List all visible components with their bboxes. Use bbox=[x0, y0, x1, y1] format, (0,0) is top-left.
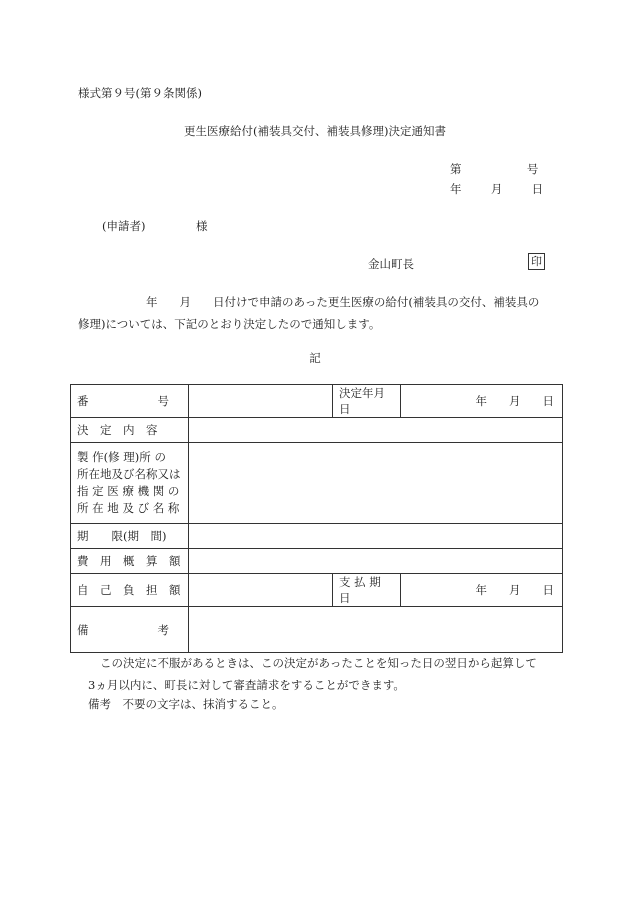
document-date bbox=[450, 181, 543, 197]
number-prefix: 第 bbox=[450, 162, 462, 176]
maker-label-line1: 製 作(修 理)所 の bbox=[77, 450, 166, 464]
decision-content-label: 決 定 内 容 bbox=[71, 418, 189, 443]
date-month: 月 bbox=[490, 182, 503, 196]
table-row bbox=[71, 574, 563, 607]
number-label: 番 号 bbox=[71, 385, 189, 418]
remarks-label: 備 考 bbox=[71, 607, 189, 653]
seal-mark: 印 bbox=[528, 253, 545, 270]
body-month: 月 bbox=[179, 295, 191, 309]
maker-label-line2: 所在地及び名称又は bbox=[77, 467, 181, 481]
document-number bbox=[450, 161, 538, 177]
date-day: 日 bbox=[531, 182, 544, 196]
period-label: 期 限(期 間) bbox=[71, 524, 189, 549]
decision-date-day: 日 bbox=[542, 394, 554, 408]
applicant-label: (申請者) bbox=[102, 219, 146, 233]
maker-label-line4: 所 在 地 及 び 名 称 bbox=[77, 501, 180, 515]
decision-date-month: 月 bbox=[509, 394, 521, 408]
appeal-note-line2: 3ヵ月以内に、町長に対して審査請求をすることができます。 bbox=[88, 678, 405, 692]
payment-date-value[interactable] bbox=[401, 574, 563, 607]
remarks-value[interactable] bbox=[189, 607, 563, 653]
payment-date-day: 日 bbox=[542, 583, 554, 597]
remarks-footnote: 備考 不要の文字は、抹消すること。 bbox=[88, 697, 284, 711]
notice-body bbox=[78, 291, 568, 335]
issuer-name: 金山町長 bbox=[368, 257, 414, 271]
ki-heading: 記 bbox=[309, 351, 321, 365]
table-row bbox=[71, 443, 563, 524]
form-id: 様式第９号(第９条関係) bbox=[78, 86, 202, 100]
estimated-cost-label: 費 用 概 算 額 bbox=[71, 549, 189, 574]
decision-date-label: 決定年月日 bbox=[333, 385, 401, 418]
number-suffix: 号 bbox=[526, 162, 539, 176]
period-value[interactable] bbox=[189, 524, 563, 549]
decision-content-value[interactable] bbox=[189, 418, 563, 443]
table-row bbox=[71, 607, 563, 653]
decision-table bbox=[70, 384, 563, 653]
date-year: 年 bbox=[450, 182, 462, 196]
honorific: 様 bbox=[196, 219, 208, 233]
table-row bbox=[71, 418, 563, 443]
table-row bbox=[71, 549, 563, 574]
appeal-note-line1: この決定に不服があるときは、この決定があったことを知った日の翌日から起算して bbox=[100, 656, 537, 670]
number-value[interactable] bbox=[189, 385, 333, 418]
appeal-note bbox=[88, 652, 568, 696]
body-line1: 日付けで申請のあった更生医療の給付(補装具の交付、補装具の bbox=[213, 295, 540, 309]
body-line2: 修理)については、下記のとおり決定したので通知します。 bbox=[78, 317, 381, 331]
table-row bbox=[71, 524, 563, 549]
document-title: 更生医療給付(補装具交付、補装具修理)決定通知書 bbox=[184, 124, 446, 138]
self-pay-value[interactable] bbox=[189, 574, 333, 607]
table-row bbox=[71, 385, 563, 418]
maker-value[interactable] bbox=[189, 443, 563, 524]
payment-date-year: 年 bbox=[475, 583, 487, 597]
decision-date-value[interactable] bbox=[401, 385, 563, 418]
self-pay-label: 自 己 負 担 額 bbox=[71, 574, 189, 607]
payment-date-month: 月 bbox=[509, 583, 521, 597]
body-year: 年 bbox=[146, 295, 158, 309]
maker-label bbox=[71, 443, 189, 524]
estimated-cost-value[interactable] bbox=[189, 549, 563, 574]
maker-label-line3: 指 定 医 療 機 関 の bbox=[77, 484, 180, 498]
decision-date-year: 年 bbox=[475, 394, 487, 408]
payment-date-label: 支 払 期 日 bbox=[333, 574, 401, 607]
